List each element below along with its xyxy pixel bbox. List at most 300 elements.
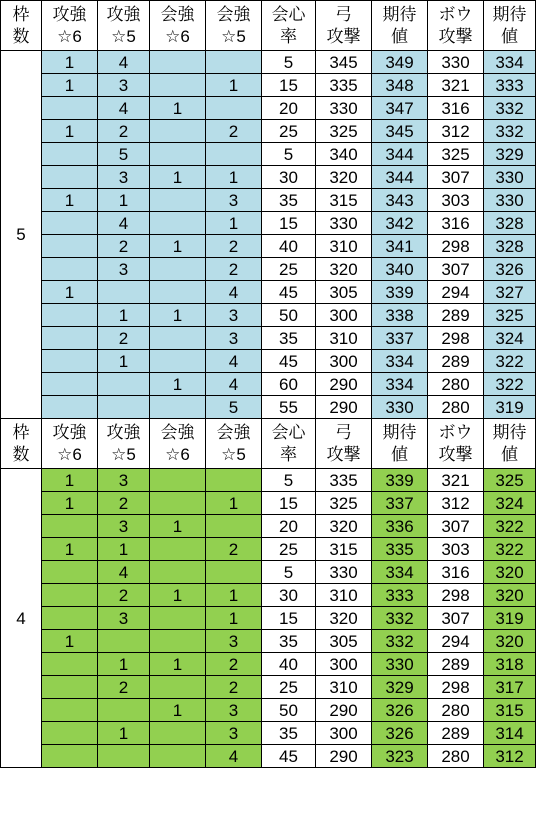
crit-rate-cell: 20 [262, 515, 316, 538]
attack-boost-5-cell: 2 [98, 676, 150, 699]
bow-gun-expected-cell: 326 [484, 258, 536, 281]
crit-boost-5-cell [206, 143, 262, 166]
bow-gun-attack-cell: 298 [428, 327, 484, 350]
attack-boost-6-cell [42, 676, 98, 699]
table-body [1, 1, 536, 768]
crit-boost-6-cell [150, 745, 206, 768]
attack-boost-5-cell: 2 [98, 235, 150, 258]
crit-boost-5-header [206, 419, 262, 469]
crit-rate-cell: 40 [262, 235, 316, 258]
crit-rate-cell: 25 [262, 120, 316, 143]
attack-boost-6-cell: 1 [42, 469, 98, 492]
table-row [1, 699, 536, 722]
bow-attack-cell: 300 [316, 653, 372, 676]
attack-boost-5-cell [98, 630, 150, 653]
attack-boost-6-cell [42, 607, 98, 630]
bow-attack-cell: 315 [316, 538, 372, 561]
crit-boost-5-cell: 2 [206, 235, 262, 258]
attack-boost-5-header-line2: ☆5 [111, 444, 136, 464]
crit-boost-5-cell: 3 [206, 189, 262, 212]
attack-boost-5-cell: 2 [98, 120, 150, 143]
attack-boost-6-cell [42, 258, 98, 281]
bow-gun-expected-cell: 319 [484, 607, 536, 630]
table-row [1, 492, 536, 515]
attack-boost-6-cell [42, 561, 98, 584]
attack-boost-5-cell: 3 [98, 166, 150, 189]
attack-boost-5-header [98, 1, 150, 51]
bow-gun-attack-cell: 280 [428, 699, 484, 722]
attack-boost-5-cell: 3 [98, 469, 150, 492]
bow-attack-cell: 345 [316, 51, 372, 74]
bow-expected-cell: 344 [372, 143, 428, 166]
bow-attack-cell: 340 [316, 143, 372, 166]
crit-boost-6-cell: 1 [150, 515, 206, 538]
bow-gun-expected-cell: 319 [484, 396, 536, 419]
crit-rate-cell: 35 [262, 722, 316, 745]
attack-boost-5-header-line2: ☆5 [111, 26, 136, 46]
bow-gun-attack-cell: 307 [428, 258, 484, 281]
bow-expected-cell: 337 [372, 492, 428, 515]
table-row [1, 745, 536, 768]
bow-gun-attack-cell: 316 [428, 212, 484, 235]
attack-boost-6-cell [42, 745, 98, 768]
bow-attack-cell: 310 [316, 584, 372, 607]
bow-attack-header-line1: 弓 [335, 422, 352, 442]
bow-attack-cell: 325 [316, 120, 372, 143]
crit-boost-6-header-line1: 会強 [160, 422, 195, 442]
table-row [1, 607, 536, 630]
attack-boost-6-header [42, 1, 98, 51]
crit-boost-6-cell: 1 [150, 97, 206, 120]
header-row [1, 419, 536, 469]
attack-boost-6-cell [42, 97, 98, 120]
bow-expected-cell: 341 [372, 235, 428, 258]
frame-count-cell: 5 [1, 51, 42, 419]
bow-expected-cell: 347 [372, 97, 428, 120]
crit-boost-5-header [206, 1, 262, 51]
attack-boost-6-cell [42, 515, 98, 538]
crit-rate-cell: 45 [262, 350, 316, 373]
crit-boost-5-cell: 1 [206, 492, 262, 515]
attack-boost-5-cell: 1 [98, 189, 150, 212]
crit-boost-6-header-line2: ☆6 [165, 444, 190, 464]
table-row [1, 258, 536, 281]
table-row [1, 143, 536, 166]
table-row [1, 74, 536, 97]
table-row [1, 722, 536, 745]
bow-gun-expected-cell: 327 [484, 281, 536, 304]
bow-expected-cell: 323 [372, 745, 428, 768]
crit-boost-5-cell [206, 469, 262, 492]
attack-boost-6-cell [42, 373, 98, 396]
table-row [1, 166, 536, 189]
bow-gun-attack-cell: 289 [428, 653, 484, 676]
crit-rate-cell: 40 [262, 653, 316, 676]
bow-gun-attack-cell: 330 [428, 51, 484, 74]
bow-attack-header-line2: 攻撃 [326, 26, 361, 46]
bow-attack-cell: 330 [316, 212, 372, 235]
bow-attack-cell: 310 [316, 327, 372, 350]
attack-boost-5-cell: 4 [98, 51, 150, 74]
bow-gun-attack-cell: 321 [428, 469, 484, 492]
attack-boost-6-cell [42, 304, 98, 327]
bow-attack-header-line1: 弓 [335, 4, 352, 24]
attack-boost-5-cell: 3 [98, 258, 150, 281]
crit-boost-5-cell: 5 [206, 396, 262, 419]
bow-expected-cell: 326 [372, 699, 428, 722]
bow-expected-cell: 348 [372, 74, 428, 97]
bow-gun-expected-cell: 322 [484, 373, 536, 396]
attack-boost-6-header-line1: 攻強 [52, 422, 87, 442]
bow-expected-cell: 334 [372, 350, 428, 373]
bow-gun-attack-cell: 280 [428, 745, 484, 768]
crit-boost-6-cell [150, 143, 206, 166]
bow-expected-cell: 334 [372, 561, 428, 584]
bow-gun-expected-cell: 325 [484, 304, 536, 327]
bow-gun-expected-cell: 322 [484, 515, 536, 538]
crit-boost-5-header-line2: ☆5 [221, 26, 246, 46]
bow-gun-attack-cell: 303 [428, 189, 484, 212]
bow-gun-attack-cell: 312 [428, 492, 484, 515]
crit-boost-6-cell [150, 607, 206, 630]
attack-boost-5-cell [98, 396, 150, 419]
table-row [1, 515, 536, 538]
bow-gun-expected-cell: 333 [484, 74, 536, 97]
bow-gun-expected-cell: 328 [484, 212, 536, 235]
crit-boost-6-cell [150, 492, 206, 515]
bow-attack-cell: 290 [316, 699, 372, 722]
bow-gun-expected-cell: 322 [484, 538, 536, 561]
table-row [1, 350, 536, 373]
crit-boost-5-cell: 4 [206, 373, 262, 396]
bow-gun-expected-cell: 325 [484, 469, 536, 492]
bow-gun-expected-header [484, 419, 536, 469]
bow-gun-attack-cell: 298 [428, 676, 484, 699]
bow-attack-cell: 300 [316, 350, 372, 373]
attack-boost-6-cell: 1 [42, 189, 98, 212]
crit-boost-5-cell: 1 [206, 166, 262, 189]
crit-boost-5-cell [206, 561, 262, 584]
crit-rate-cell: 25 [262, 676, 316, 699]
crit-boost-5-cell [206, 515, 262, 538]
bow-gun-attack-header-line1: ボウ [438, 422, 473, 442]
crit-rate-cell: 50 [262, 304, 316, 327]
crit-boost-5-header-line2: ☆5 [221, 444, 246, 464]
bow-attack-cell: 310 [316, 676, 372, 699]
bow-attack-cell: 305 [316, 281, 372, 304]
crit-boost-6-cell: 1 [150, 699, 206, 722]
table-row [1, 189, 536, 212]
crit-boost-5-cell: 3 [206, 327, 262, 350]
crit-rate-cell: 15 [262, 212, 316, 235]
bow-expected-cell: 349 [372, 51, 428, 74]
attack-boost-6-cell: 1 [42, 120, 98, 143]
bow-expected-cell: 342 [372, 212, 428, 235]
bow-expected-header-line1: 期待 [382, 4, 417, 24]
attack-boost-6-cell: 1 [42, 51, 98, 74]
frame-count-cell: 4 [1, 469, 42, 768]
bow-attack-cell: 290 [316, 373, 372, 396]
bow-attack-header-line2: 攻撃 [326, 444, 361, 464]
attack-boost-5-cell: 1 [98, 350, 150, 373]
attack-boost-5-cell: 1 [98, 653, 150, 676]
table-row [1, 281, 536, 304]
bow-expected-cell: 345 [372, 120, 428, 143]
bow-expected-cell: 334 [372, 373, 428, 396]
crit-boost-5-cell: 3 [206, 630, 262, 653]
attack-boost-6-cell [42, 653, 98, 676]
crit-boost-6-cell: 1 [150, 235, 206, 258]
crit-rate-header-line2: 率 [280, 444, 297, 464]
crit-boost-5-cell: 1 [206, 607, 262, 630]
attack-boost-6-cell [42, 584, 98, 607]
attack-boost-5-cell: 4 [98, 212, 150, 235]
attack-boost-5-cell: 1 [98, 304, 150, 327]
crit-rate-cell: 30 [262, 584, 316, 607]
attack-boost-6-cell [42, 235, 98, 258]
bow-gun-attack-cell: 307 [428, 607, 484, 630]
crit-boost-5-cell: 2 [206, 120, 262, 143]
bow-expected-cell: 332 [372, 607, 428, 630]
attack-boost-5-cell: 2 [98, 492, 150, 515]
table-row [1, 212, 536, 235]
bow-expected-cell: 330 [372, 396, 428, 419]
crit-rate-cell: 5 [262, 51, 316, 74]
bow-attack-cell: 320 [316, 258, 372, 281]
bow-expected-cell: 343 [372, 189, 428, 212]
bow-gun-attack-cell: 280 [428, 373, 484, 396]
bow-gun-expected-cell: 329 [484, 143, 536, 166]
crit-boost-6-cell [150, 51, 206, 74]
bow-attack-cell: 290 [316, 745, 372, 768]
crit-boost-5-cell: 3 [206, 699, 262, 722]
crit-rate-cell: 30 [262, 166, 316, 189]
attack-boost-5-cell: 5 [98, 143, 150, 166]
frame-count-header-line1: 枠 [12, 422, 30, 442]
bow-gun-attack-cell: 289 [428, 304, 484, 327]
bow-gun-attack-cell: 280 [428, 396, 484, 419]
bow-expected-cell: 344 [372, 166, 428, 189]
bow-gun-expected-cell: 320 [484, 584, 536, 607]
bow-expected-header [372, 419, 428, 469]
attack-boost-5-cell: 1 [98, 538, 150, 561]
crit-rate-cell: 45 [262, 745, 316, 768]
crit-boost-5-cell: 4 [206, 350, 262, 373]
bow-gun-attack-cell: 294 [428, 630, 484, 653]
crit-boost-6-cell [150, 212, 206, 235]
table-row [1, 653, 536, 676]
crit-boost-5-cell: 1 [206, 584, 262, 607]
attack-boost-6-cell [42, 350, 98, 373]
table-row [1, 676, 536, 699]
attack-boost-5-cell: 1 [98, 722, 150, 745]
attack-boost-6-header-line2: ☆6 [57, 444, 82, 464]
attack-boost-5-cell: 2 [98, 584, 150, 607]
bow-gun-attack-cell: 316 [428, 561, 484, 584]
crit-rate-cell: 5 [262, 561, 316, 584]
bow-gun-attack-cell: 312 [428, 120, 484, 143]
table-row [1, 235, 536, 258]
crit-boost-5-cell [206, 97, 262, 120]
bow-attack-cell: 330 [316, 97, 372, 120]
crit-boost-6-header [150, 1, 206, 51]
crit-boost-6-cell [150, 258, 206, 281]
attack-boost-6-cell [42, 722, 98, 745]
attack-boost-6-cell: 1 [42, 492, 98, 515]
crit-boost-5-cell: 4 [206, 745, 262, 768]
bow-gun-expected-cell: 312 [484, 745, 536, 768]
bow-expected-cell: 336 [372, 515, 428, 538]
crit-boost-5-cell: 2 [206, 538, 262, 561]
bow-expected-cell: 338 [372, 304, 428, 327]
table-row [1, 630, 536, 653]
bow-attack-cell: 300 [316, 304, 372, 327]
crit-rate-cell: 15 [262, 492, 316, 515]
crit-rate-cell: 15 [262, 74, 316, 97]
crit-boost-5-cell [206, 51, 262, 74]
crit-boost-6-cell: 1 [150, 584, 206, 607]
bow-attack-cell: 320 [316, 166, 372, 189]
bow-gun-expected-cell: 320 [484, 630, 536, 653]
frame-count-header [1, 1, 42, 51]
bow-attack-cell: 310 [316, 235, 372, 258]
table-row [1, 327, 536, 350]
frame-count-header-line2: 数 [12, 444, 30, 464]
attack-boost-6-cell [42, 327, 98, 350]
attack-boost-5-cell [98, 373, 150, 396]
bow-attack-header [316, 419, 372, 469]
bow-gun-attack-cell: 298 [428, 235, 484, 258]
attack-boost-5-header-line1: 攻強 [106, 4, 141, 24]
bow-gun-attack-cell: 321 [428, 74, 484, 97]
bow-attack-cell: 320 [316, 515, 372, 538]
crit-boost-5-header-line1: 会強 [216, 422, 251, 442]
crit-rate-cell: 5 [262, 143, 316, 166]
bow-gun-expected-cell: 330 [484, 189, 536, 212]
crit-rate-cell: 50 [262, 699, 316, 722]
bow-gun-expected-cell: 328 [484, 235, 536, 258]
attack-boost-5-cell: 3 [98, 74, 150, 97]
bow-expected-header-line2: 値 [391, 444, 408, 464]
frame-count-header-line2: 数 [12, 26, 30, 46]
crit-boost-6-cell [150, 396, 206, 419]
crit-boost-6-cell [150, 630, 206, 653]
bow-expected-cell: 332 [372, 630, 428, 653]
crit-boost-5-cell: 1 [206, 74, 262, 97]
crit-rate-cell: 55 [262, 396, 316, 419]
table-row [1, 304, 536, 327]
crit-boost-6-header [150, 419, 206, 469]
bow-expected-cell: 330 [372, 653, 428, 676]
bow-attack-cell: 320 [316, 607, 372, 630]
attack-boost-5-cell [98, 281, 150, 304]
crit-rate-header [262, 1, 316, 51]
bow-expected-cell: 340 [372, 258, 428, 281]
attack-boost-5-cell [98, 699, 150, 722]
crit-rate-header [262, 419, 316, 469]
crit-boost-6-cell [150, 469, 206, 492]
bow-gun-expected-header-line2: 値 [501, 26, 518, 46]
bow-expected-header-line1: 期待 [382, 422, 417, 442]
bow-attack-cell: 290 [316, 396, 372, 419]
bow-gun-expected-header-line1: 期待 [492, 422, 527, 442]
crit-rate-cell: 35 [262, 630, 316, 653]
crit-boost-6-cell [150, 74, 206, 97]
bow-gun-expected-cell: 334 [484, 51, 536, 74]
header-row [1, 1, 536, 51]
attack-boost-6-header-line2: ☆6 [57, 26, 82, 46]
crit-rate-cell: 35 [262, 327, 316, 350]
attack-boost-6-cell [42, 143, 98, 166]
bow-gun-attack-cell: 289 [428, 350, 484, 373]
attack-boost-5-cell: 3 [98, 607, 150, 630]
crit-rate-cell: 25 [262, 538, 316, 561]
bow-expected-cell: 326 [372, 722, 428, 745]
crit-rate-cell: 60 [262, 373, 316, 396]
bow-gun-attack-cell: 307 [428, 166, 484, 189]
table-row [1, 584, 536, 607]
bow-gun-expected-cell: 324 [484, 327, 536, 350]
attack-boost-6-cell: 1 [42, 281, 98, 304]
crit-boost-6-cell: 1 [150, 373, 206, 396]
bow-attack-cell: 335 [316, 469, 372, 492]
crit-rate-header-line1: 会心 [271, 4, 306, 24]
bow-gun-attack-header [428, 419, 484, 469]
crit-boost-6-header-line1: 会強 [160, 4, 195, 24]
bow-attack-cell: 335 [316, 74, 372, 97]
crit-boost-5-cell: 2 [206, 676, 262, 699]
crit-boost-6-cell [150, 327, 206, 350]
bow-expected-cell: 335 [372, 538, 428, 561]
bow-attack-header [316, 1, 372, 51]
frame-count-header-line1: 枠 [12, 4, 30, 24]
bow-expected-cell: 339 [372, 281, 428, 304]
bow-gun-expected-header [484, 1, 536, 51]
bow-gun-attack-header-line2: 攻撃 [438, 444, 473, 464]
bow-gun-attack-header-line1: ボウ [438, 4, 473, 24]
crit-boost-6-cell [150, 350, 206, 373]
crit-boost-5-cell: 1 [206, 212, 262, 235]
crit-rate-cell: 35 [262, 189, 316, 212]
bow-gun-expected-cell: 330 [484, 166, 536, 189]
bow-gun-expected-cell: 332 [484, 120, 536, 143]
crit-rate-cell: 5 [262, 469, 316, 492]
bow-attack-cell: 325 [316, 492, 372, 515]
table-row [1, 538, 536, 561]
attack-boost-5-cell: 2 [98, 327, 150, 350]
bow-gun-attack-cell: 289 [428, 722, 484, 745]
crit-boost-5-cell: 4 [206, 281, 262, 304]
attack-boost-6-cell: 1 [42, 630, 98, 653]
crit-rate-cell: 15 [262, 607, 316, 630]
crit-boost-5-cell: 2 [206, 258, 262, 281]
table-row [1, 373, 536, 396]
frame-count-header [1, 419, 42, 469]
bow-gun-expected-cell: 317 [484, 676, 536, 699]
attack-boost-5-cell: 4 [98, 97, 150, 120]
crit-boost-5-cell: 3 [206, 304, 262, 327]
crit-boost-6-header-line2: ☆6 [165, 26, 190, 46]
bow-gun-attack-cell: 307 [428, 515, 484, 538]
attack-boost-5-header [98, 419, 150, 469]
table-row [1, 396, 536, 419]
bow-expected-cell: 333 [372, 584, 428, 607]
bow-expected-header-line2: 値 [391, 26, 408, 46]
bow-attack-cell: 305 [316, 630, 372, 653]
bow-gun-expected-cell: 324 [484, 492, 536, 515]
crit-boost-5-cell: 3 [206, 722, 262, 745]
crit-rate-header-line2: 率 [280, 26, 297, 46]
